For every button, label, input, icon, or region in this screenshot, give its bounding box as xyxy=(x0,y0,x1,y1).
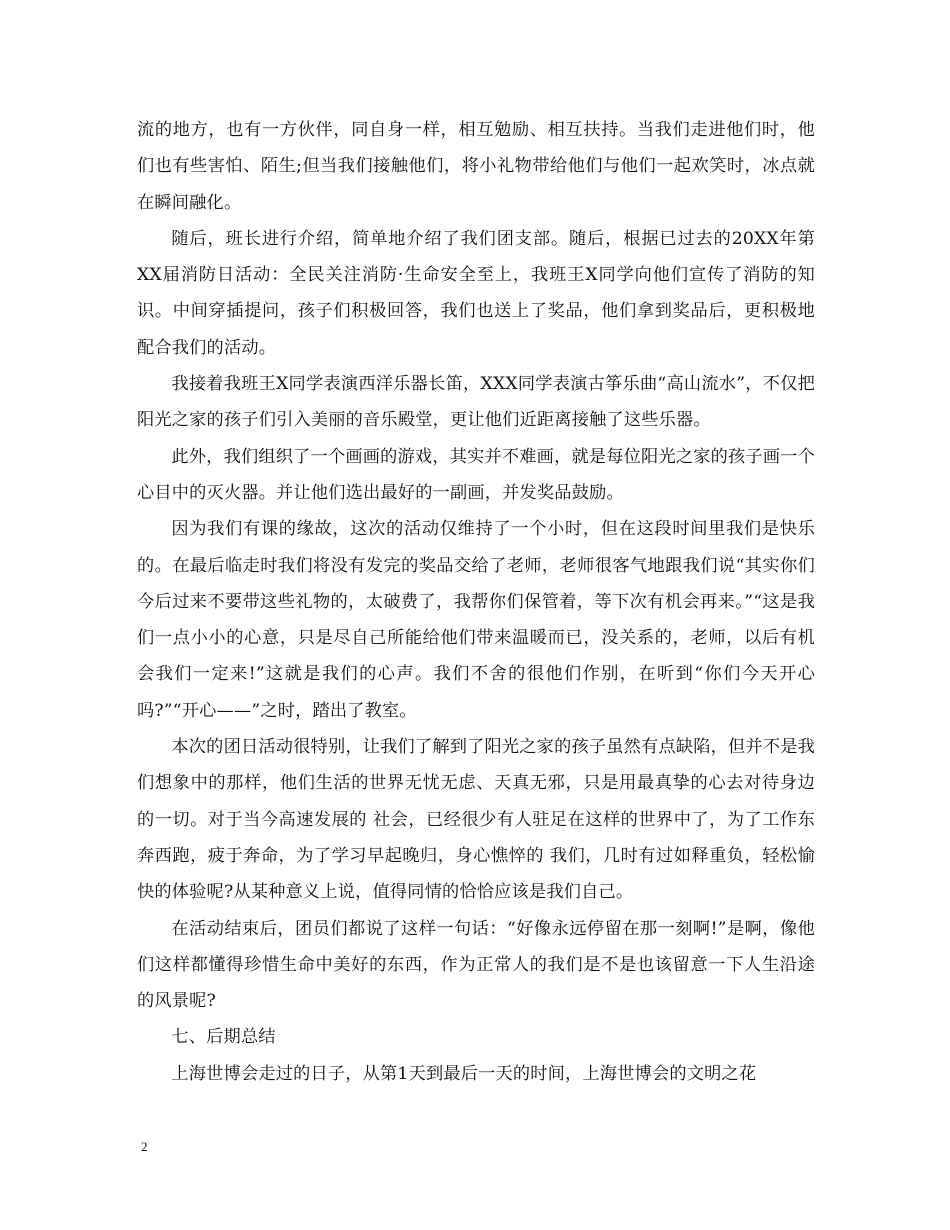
paragraph: 因为我们有课的缘故，这次的活动仅维持了一个小时，但在这段时间里我们是快乐的。在最后临走时我们将没有发完的奖品交给了老师，老师很客气地跟我们说“其实你们今后过来不要带这些礼物的，太破费了，我帮你们保管着，等下次有机会再来。”“这是我们一点小小的心意，只是尽自己所能给他们带来温暖而已，没关系的，老师，以后有机会我们一定来!”这就是我们的心声。我们不舍的很他们作别，在听到“你们今天开心吗?”“开心——”之时，踏出了教室。 xyxy=(137,519,815,721)
paragraph: 七、后期总结 xyxy=(171,1027,276,1048)
paragraph: 随后，班长进行介绍，简单地介绍了我们团支部。随后，根据已过去的20XX年第XX届消防日活动：全民关注消防·生命安全至上，我班王X同学向他们宣传了消防的知识。中间穿插提问，孩子们积极回答，我们也送上了奖品，他们拿到奖品后，更积极地配合我们的活动。 xyxy=(137,228,815,358)
paragraph: 我接着我班王X同学表演西洋乐器长笛，XXX同学表演古筝乐曲“高山流水”，不仅把阳光之家的孩子们引入美丽的音乐殿堂，更让他们近距离接触了这些乐器。 xyxy=(137,374,815,431)
page-number: 2 xyxy=(141,1139,148,1154)
document-body xyxy=(137,112,815,1172)
paragraph: 在活动结束后，团员们都说了这样一句话：“好像永远停留在那一刻啊!”是啊，像他们这样都懂得珍惜生命中美好的东西，作为正常人的我们是不是也该留意一下人生沿途的风景呢? xyxy=(137,918,815,1012)
paragraph: 本次的团日活动很特别，让我们了解到了阳光之家的孩子虽然有点缺陷，但并不是我们想象中的那样，他们生活的世界无忧无虑、天真无邪，只是用最真挚的心去对待身边的一切。对于当今高速发展的 社会，已经很少有人驻足在这样的世界中了，为了工作东奔西跑，疲于奔命，为了学习早起晚归，身心憔悴的 我们，几时有过如释重负，轻松愉快的体验呢?从某种意义上说，值得同情的恰恰应该是我们自己。 xyxy=(137,737,815,903)
paragraph: 上海世博会走过的日子，从第1天到最后一天的时间，上海世博会的文明之花 xyxy=(171,1063,757,1084)
paragraph: 流的地方，也有一方伙伴，同自身一样，相互勉励、相互扶持。当我们走进他们时，他们也有些害怕、陌生;但当我们接触他们，将小礼物带给他们与他们一起欢笑时，冰点就在瞬间融化。 xyxy=(137,120,815,213)
paragraph: 此外，我们组织了一个画画的游戏，其实并不难画，就是每位阳光之家的孩子画一个心目中的灭火器。并让他们选出最好的一副画，并发奖品鼓励。 xyxy=(137,446,815,503)
